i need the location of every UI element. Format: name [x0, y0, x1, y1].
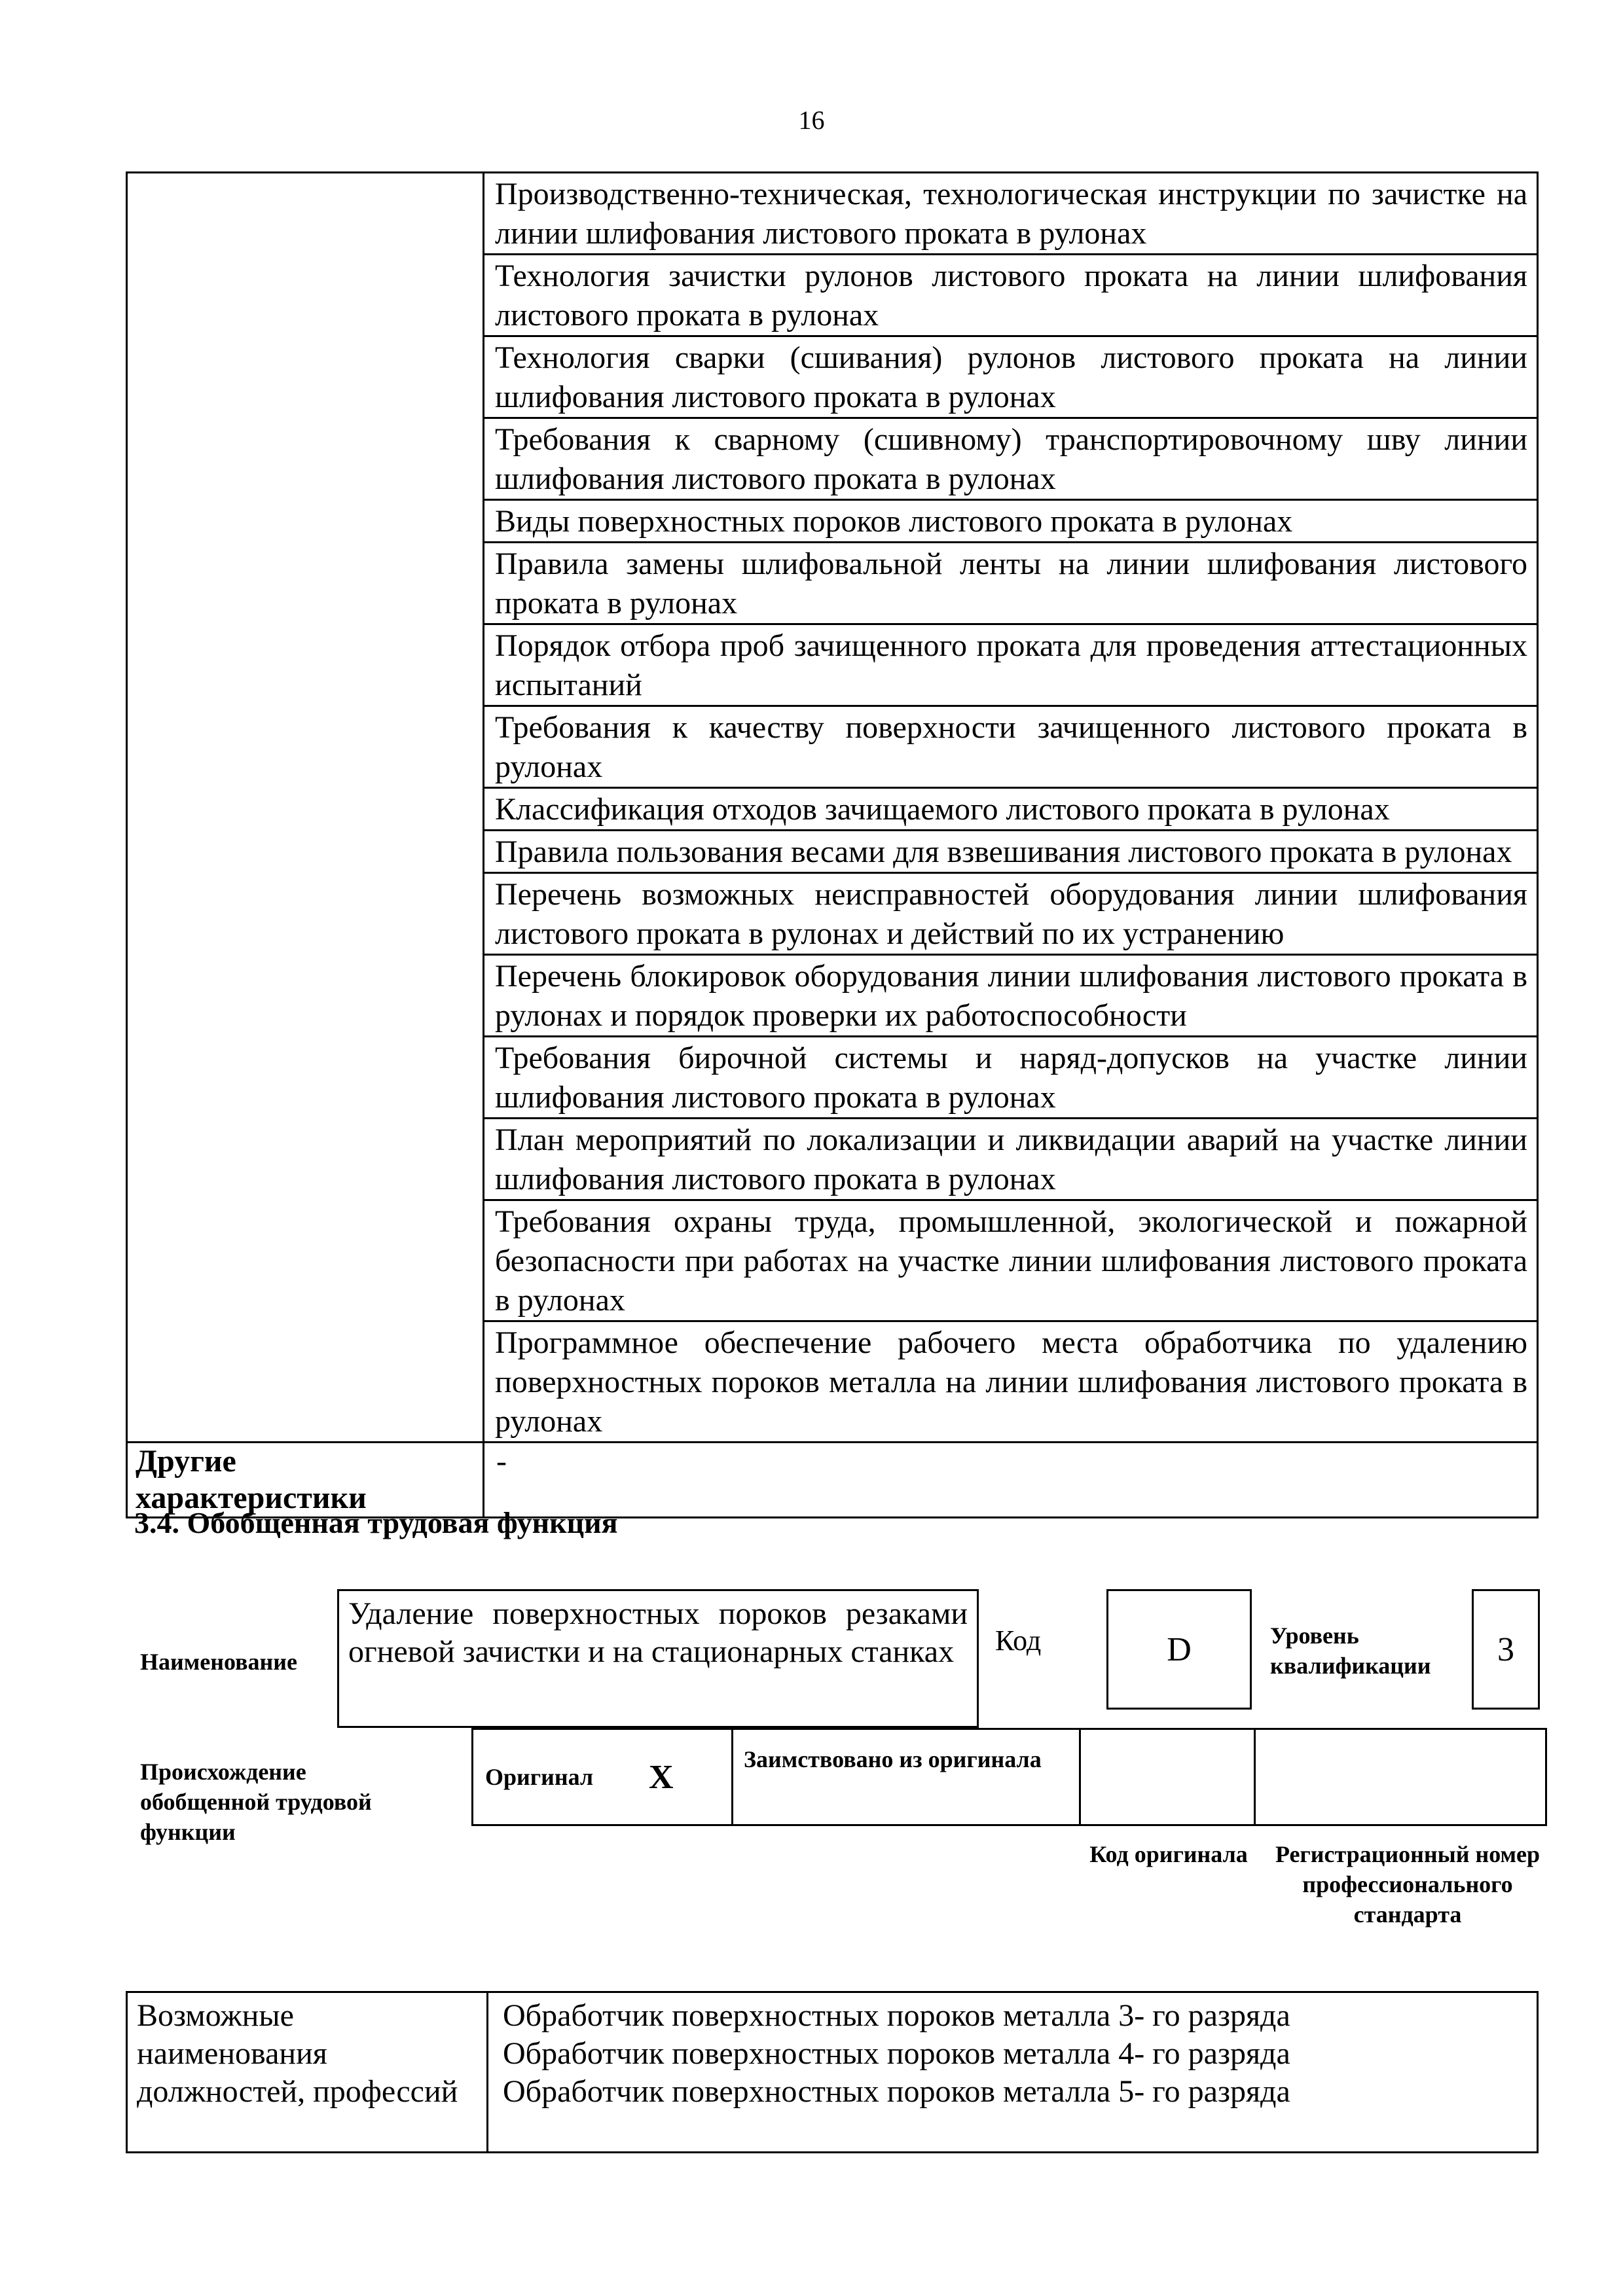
- name-label: Наименование: [140, 1649, 297, 1675]
- knowledge-item: План мероприятий по локализации и ликвидации аварий на участке линии шлифования листового проката в рулонах: [484, 1119, 1538, 1200]
- knowledge-row: [127, 173, 1538, 255]
- knowledge-table: [126, 171, 1539, 1518]
- origin-row: [471, 1728, 1547, 1826]
- other-characteristics-label: Другие характеристики: [127, 1443, 484, 1518]
- knowledge-item: Требования к сварному (сшивному) транспортировочному шву линии шлифования листового проката в рулонах: [484, 418, 1538, 500]
- knowledge-left-cell: [127, 173, 484, 1443]
- code-original-caption: Код оригинала: [1089, 1841, 1248, 1867]
- code-value-box: D: [1106, 1589, 1252, 1710]
- knowledge-item: Программное обеспечение рабочего места обработчика по удалению поверхностных пороков металла на линии шлифования листового проката в рулонах: [484, 1321, 1538, 1443]
- qualification-level-label: Уровень квалификации: [1270, 1623, 1431, 1679]
- knowledge-item: Требования к качеству поверхности зачищенного листового проката в рулонах: [484, 706, 1538, 788]
- positions-row: [127, 1992, 1538, 2153]
- positions-label: Возможные наименования должностей, профессий: [127, 1992, 488, 2153]
- knowledge-body: [127, 173, 1538, 1518]
- position-item: Обработчик поверхностных пороков металла 3- го разряда: [503, 1998, 1290, 2033]
- knowledge-item: Технология зачистки рулонов листового проката на линии шлифования листового проката в рулонах: [484, 255, 1538, 336]
- original-cell: [471, 1728, 733, 1826]
- knowledge-item: Перечень блокировок оборудования линии шлифования листового проката в рулонах и порядок проверки их работоспособности: [484, 955, 1538, 1037]
- original-label: Оригинал: [485, 1764, 594, 1790]
- qualification-level-box: 3: [1472, 1589, 1540, 1710]
- page-number: 16: [798, 105, 825, 135]
- position-item: Обработчик поверхностных пороков металла 5- го разряда: [503, 2074, 1290, 2109]
- positions-list: [488, 1992, 1538, 2153]
- other-characteristics-value: -: [484, 1443, 1538, 1518]
- knowledge-item: Правила замены шлифовальной ленты на линии шлифования листового проката в рулонах: [484, 543, 1538, 624]
- knowledge-item: Технология сварки (сшивания) рулонов листового проката на линии шлифования листового проката в рулонах: [484, 336, 1538, 418]
- knowledge-item: Производственно-техническая, технологическая инструкции по зачистке на линии шлифования листового проката в рулонах: [484, 173, 1538, 255]
- reg-number-cell: [1254, 1728, 1547, 1826]
- knowledge-item: Классификация отходов зачищаемого листового проката в рулонах: [484, 788, 1538, 831]
- knowledge-item: Требования бирочной системы и наряд-допусков на участке линии шлифования листового проката в рулонах: [484, 1037, 1538, 1119]
- position-item: Обработчик поверхностных пороков металла 4- го разряда: [503, 2036, 1290, 2071]
- positions-table: [126, 1991, 1539, 2153]
- original-mark: X: [649, 1758, 674, 1796]
- knowledge-item: Перечень возможных неисправностей оборудования линии шлифования листового проката в рулонах и действий по их устранению: [484, 873, 1538, 955]
- code-original-cell: [1079, 1728, 1256, 1826]
- borrowed-cell: Заимствовано из оригинала: [731, 1728, 1081, 1826]
- origin-label: Происхождение обобщенной трудовой функции: [140, 1759, 372, 1845]
- knowledge-item: Требования охраны труда, промышленной, экологической и пожарной безопасности при работах на участке линии шлифования листового проката в рулонах: [484, 1200, 1538, 1321]
- function-name-box: Удаление поверхностных пороков резаками огневой зачистки и на стационарных станках: [337, 1589, 979, 1728]
- reg-number-caption: Регистрационный номер профессионального стандарта: [1275, 1841, 1541, 1928]
- knowledge-item: Порядок отбора проб зачищенного проката для проведения аттестационных испытаний: [484, 624, 1538, 706]
- code-label: Код: [995, 1624, 1042, 1657]
- knowledge-item: Правила пользования весами для взвешивания листового проката в рулонах: [484, 831, 1538, 873]
- knowledge-item: Виды поверхностных пороков листового проката в рулонах: [484, 500, 1538, 543]
- section-title: 3.4. Обобщенная трудовая функция: [134, 1506, 618, 1539]
